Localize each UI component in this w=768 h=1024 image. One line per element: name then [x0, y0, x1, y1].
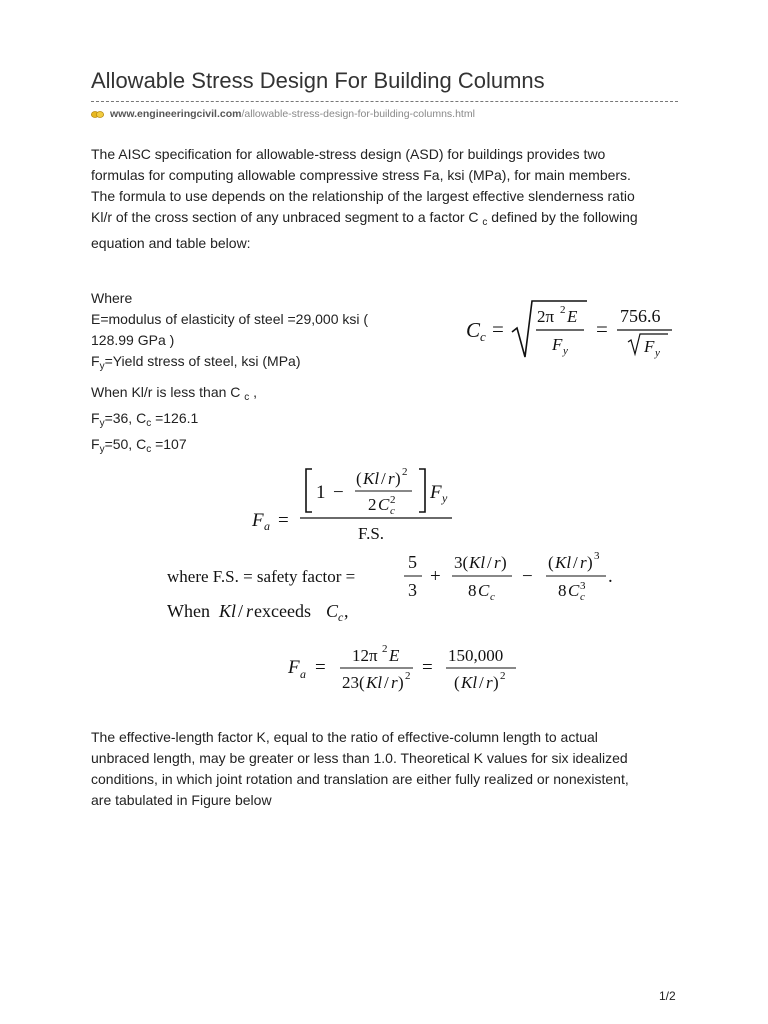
cc-equation [460, 295, 685, 363]
svg-text:=: = [492, 317, 504, 341]
cases-block [91, 382, 421, 460]
svg-text:Kl: Kl [219, 601, 237, 621]
svg-text:2: 2 [405, 670, 411, 682]
svg-text:r: r [246, 601, 254, 621]
svg-text:a: a [264, 519, 270, 533]
svg-text:=: = [315, 657, 326, 678]
svg-text:Kl: Kl [555, 553, 572, 572]
svg-text:.: . [608, 566, 613, 587]
svg-text:8: 8 [468, 581, 477, 600]
svg-text:=: = [596, 317, 608, 341]
svg-text:2: 2 [368, 495, 377, 514]
case-fy50: $F_y=50$, $C_c =107$ [91, 436, 187, 455]
svg-text:F: F [288, 657, 300, 678]
intro-line: equation and table below: [91, 235, 251, 251]
fa-long-numerator: 150,000 [448, 646, 504, 665]
svg-text:F: F [644, 337, 655, 356]
svg-text:a: a [300, 667, 306, 681]
svg-text:−: − [333, 482, 344, 503]
svg-text:/: / [487, 553, 492, 572]
cases-heading: When Kl/r is less than C $_c$ , [91, 384, 258, 403]
closing-line: conditions, in which joint rotation and translation are either fully realized or nonexistent, [91, 771, 629, 787]
fa-short-column-equation [160, 460, 630, 630]
svg-text:c: c [480, 329, 486, 344]
svg-text:3: 3 [594, 550, 600, 562]
svg-text:C: C [326, 601, 339, 621]
svg-text:2: 2 [382, 643, 388, 655]
intro-line-4: Kl/r of the cross section of any unbraced segment to a factor C $_c$ defined by the following [91, 209, 638, 228]
fa-long-column-equation [282, 638, 532, 698]
svg-text:c: c [490, 591, 495, 603]
svg-text:3(: 3( [454, 553, 469, 572]
where-heading: Where [91, 290, 133, 306]
closing-paragraph [91, 727, 691, 811]
closing-line: are tabulated in Figure below [91, 792, 272, 808]
svg-text:C: C [478, 581, 490, 600]
svg-text:r: r [494, 553, 501, 572]
svg-text:8: 8 [558, 581, 567, 600]
svg-text:Kl: Kl [461, 673, 478, 692]
svg-text:Kl: Kl [363, 469, 380, 488]
cc-constant: 756.6 [620, 306, 661, 326]
svg-text:): ) [398, 673, 404, 692]
yield-stress-line: $F_y=Yield$ stress of steel, ksi (MPa) [91, 353, 301, 372]
intro-line: formulas for computing allowable compressive stress Fa, ksi (MPa), for main members. [91, 167, 631, 183]
svg-text:−: − [522, 566, 533, 587]
svg-text:r: r [486, 673, 493, 692]
title-divider [91, 101, 678, 102]
when-exceeds-pre: When [167, 601, 210, 621]
svg-text:2: 2 [390, 494, 396, 506]
svg-text:): ) [493, 673, 499, 692]
svg-text:E: E [567, 307, 578, 326]
when-exceeds-mid: exceeds [254, 601, 311, 621]
source-domain[interactable]: www.engineeringcivil.com [110, 108, 242, 120]
svg-text:C: C [466, 318, 481, 342]
elastic-modulus-line: E=modulus of elasticity of steel =29,000 ksi ( [91, 311, 369, 327]
fs-label: F.S. [358, 524, 385, 543]
svg-text:/: / [573, 553, 578, 572]
svg-text:2π: 2π [537, 307, 555, 326]
case-fy36: $F_y=36$, $C_c =126.1$ [91, 410, 199, 429]
fs-three: 3 [408, 580, 417, 600]
svg-text:2: 2 [402, 466, 408, 478]
svg-text:r: r [580, 553, 587, 572]
where-block [91, 288, 421, 377]
svg-text:,: , [344, 601, 349, 621]
svg-text:F: F [552, 335, 563, 354]
svg-text:c: c [580, 591, 585, 603]
svg-text:c: c [390, 505, 395, 517]
svg-text:=: = [278, 510, 289, 531]
source-path[interactable]: /allowable-stress-design-for-building-columns.html [241, 108, 475, 120]
svg-text:r: r [388, 469, 395, 488]
svg-text:Kl: Kl [469, 553, 486, 572]
svg-text:F: F [430, 482, 442, 503]
svg-text:y: y [655, 347, 660, 359]
svg-text:2: 2 [560, 304, 566, 316]
svg-text:C: C [378, 495, 390, 514]
svg-text:E: E [389, 646, 400, 665]
fs-where-text: where F.S. = safety factor = [167, 567, 356, 586]
elastic-modulus-line-2: 128.99 GPa ) [91, 332, 175, 348]
intro-line: The AISC specification for allowable-stress design (ASD) for buildings provides two [91, 146, 606, 162]
svg-text:y: y [442, 491, 448, 505]
svg-text:C: C [568, 581, 580, 600]
svg-text:1: 1 [316, 482, 326, 503]
svg-text:F: F [252, 510, 264, 531]
svg-text:(: ( [548, 553, 554, 572]
fs-five: 5 [408, 552, 417, 572]
svg-text:): ) [587, 553, 593, 572]
svg-text:c: c [338, 610, 344, 624]
svg-text:): ) [501, 553, 507, 572]
link-icon [91, 110, 104, 119]
svg-text:+: + [430, 566, 441, 587]
source-url[interactable] [91, 108, 475, 120]
svg-text:): ) [395, 469, 401, 488]
svg-text:/: / [384, 673, 389, 692]
svg-text:12π: 12π [352, 646, 378, 665]
svg-text:2: 2 [500, 670, 506, 682]
intro-paragraph [91, 144, 691, 254]
svg-text:y: y [563, 345, 568, 357]
closing-line: The effective-length factor K, equal to the ratio of effective-column length to actual [91, 729, 598, 745]
svg-text:Kl: Kl [366, 673, 383, 692]
page-title: Allowable Stress Design For Building Columns [91, 68, 545, 93]
closing-line: unbraced length, may be greater or less than 1.0. Theoretical K values for six idealized [91, 750, 628, 766]
svg-text:/: / [238, 601, 244, 621]
svg-text:r: r [391, 673, 398, 692]
page-number: 1/2 [659, 989, 676, 1003]
svg-text:(: ( [356, 469, 362, 488]
svg-text:3: 3 [580, 580, 586, 592]
svg-text:/: / [479, 673, 484, 692]
svg-text:/: / [381, 469, 386, 488]
svg-text:(: ( [454, 673, 460, 692]
svg-text:=: = [422, 657, 433, 678]
svg-text:23(: 23( [342, 673, 365, 692]
intro-line: The formula to use depends on the relationship of the largest effective slenderness ratio [91, 188, 635, 204]
